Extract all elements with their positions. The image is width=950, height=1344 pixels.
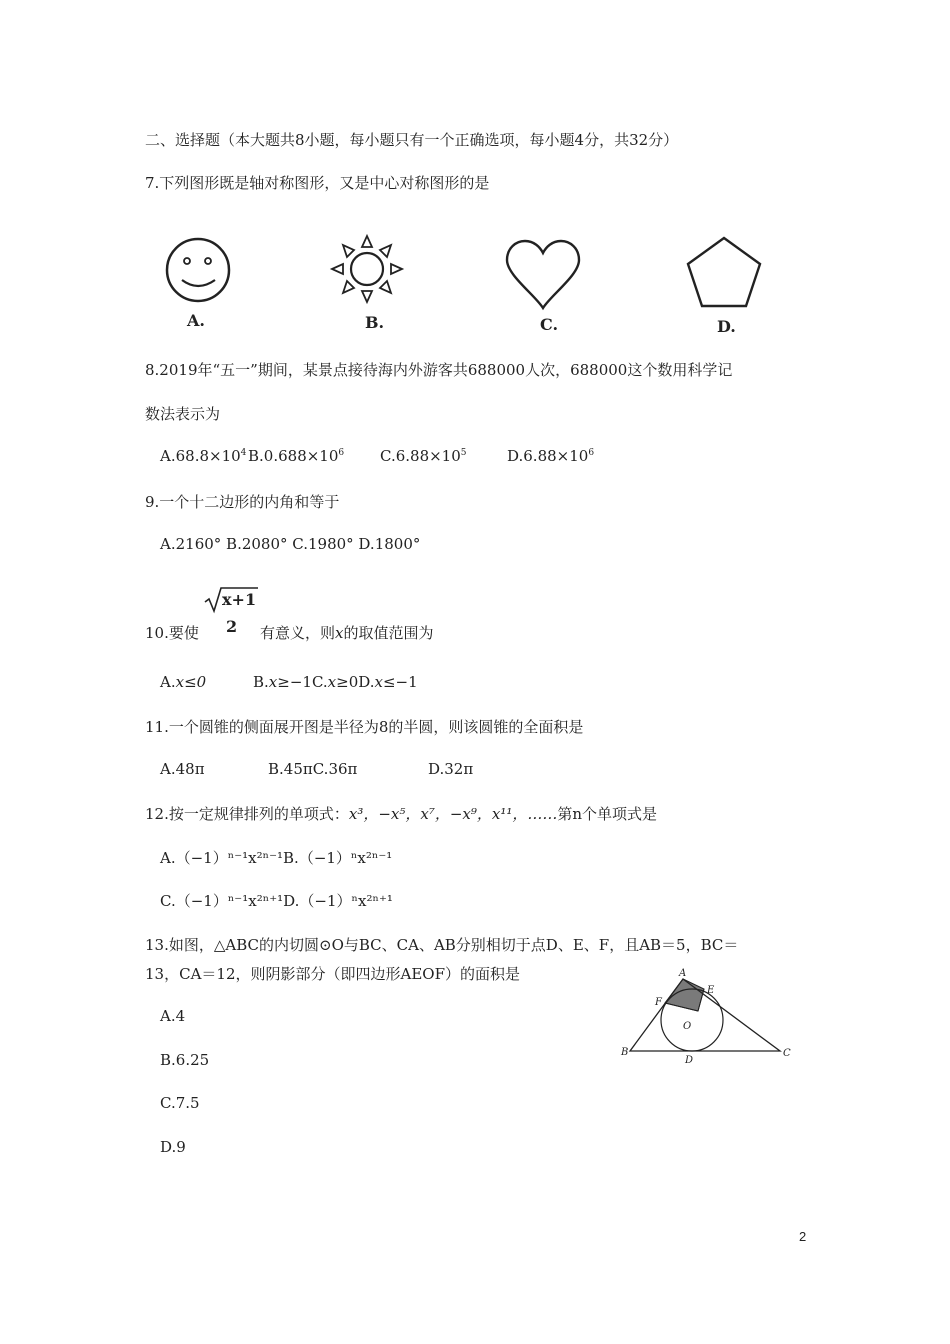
q8-option-d: $D.6.88\times 10^6$: [507, 447, 595, 465]
q7-label-d: D.: [717, 317, 736, 336]
q13-stem-line1: 13.如图，△ABC的内切圆⊙O与BC、CA、AB分别相切于点D、E、F，且AB＝5，BC＝: [145, 936, 739, 954]
sun-icon: [330, 234, 404, 304]
pentagon-icon: [686, 236, 762, 308]
smiley-face-icon: [164, 236, 232, 304]
q13-option-d: D.9: [160, 1138, 186, 1156]
heart-icon: [505, 240, 581, 310]
q13-option-c: C.7.5: [160, 1094, 200, 1112]
page-number: 2: [799, 1229, 807, 1244]
q11-option-a: A.48π: [160, 760, 205, 778]
q8-option-a: $A.68.8\times 10^4$: [160, 447, 247, 465]
q11-option-d: D.32π: [428, 760, 474, 778]
q10-prefix: 10.要使: [145, 624, 199, 642]
q11-option-bc: B.45πC.36π: [268, 760, 358, 778]
q12-option-cd: C.（−1）ⁿ⁻¹x²ⁿ⁺¹D.（−1）ⁿx²ⁿ⁺¹: [160, 892, 393, 910]
q10-numerator: x+1: [222, 590, 257, 609]
q9-options: A.2160° B.2080° C.1980° D.1800°: [160, 535, 421, 553]
point-label: F: [655, 997, 662, 1008]
incircle-triangle-diagram: [615, 965, 805, 1065]
point-label: E: [707, 985, 715, 996]
q12-option-ab: A.（−1）ⁿ⁻¹x²ⁿ⁻¹B.（−1）ⁿx²ⁿ⁻¹: [160, 849, 393, 867]
q8-stem-line1: 8.2019年“五一”期间，某景点接待海内外游客共688000人次，688000这个数用科学记: [145, 361, 733, 379]
q8-stem-line2: 数法表示为: [145, 405, 221, 423]
q8-option-c: $C.6.88\times 10^5$: [380, 447, 467, 465]
point-label: O: [683, 1021, 692, 1032]
q13-option-b: B.6.25: [160, 1051, 210, 1069]
point-label: C: [783, 1048, 791, 1059]
q11-stem: 11.一个圆锥的侧面展开图是半径为8的半圆，则该圆锥的全面积是: [145, 718, 584, 736]
q10-options-bcd: B.x≥−1C.x≥0D.x≤−1: [253, 673, 418, 691]
q10-option-a: A.x≤0: [160, 673, 207, 691]
point-label: B: [621, 1047, 629, 1058]
q8-option-b: $B.0.688\times 10^6$: [248, 447, 345, 465]
point-label: D: [685, 1055, 694, 1066]
q10-denominator: 2: [226, 617, 238, 636]
q7-label-b: B.: [365, 313, 385, 332]
q7-stem: 7.下列图形既是轴对称图形，又是中心对称图形的是: [145, 174, 490, 192]
q13-option-a: A.4: [160, 1007, 186, 1025]
point-label: A: [679, 968, 687, 979]
q12-stem: 12.按一定规律排列的单项式：x³，−x⁵，x⁷，−x⁹，x¹¹，……第n个单项式是: [145, 805, 658, 823]
section-title: 二、选择题（本大题共8小题，每小题只有一个正确选项，每小题4分，共32分）: [145, 131, 679, 149]
q9-stem: 9.一个十二边形的内角和等于: [145, 493, 340, 511]
q10-condition: 有意义，则x的取值范围为: [260, 624, 434, 642]
q7-label-a: A.: [187, 311, 205, 330]
q13-stem-line2: 13，CA＝12，则阴影部分（即四边形AEOF）的面积是: [145, 965, 520, 983]
q7-label-c: C.: [540, 315, 559, 334]
